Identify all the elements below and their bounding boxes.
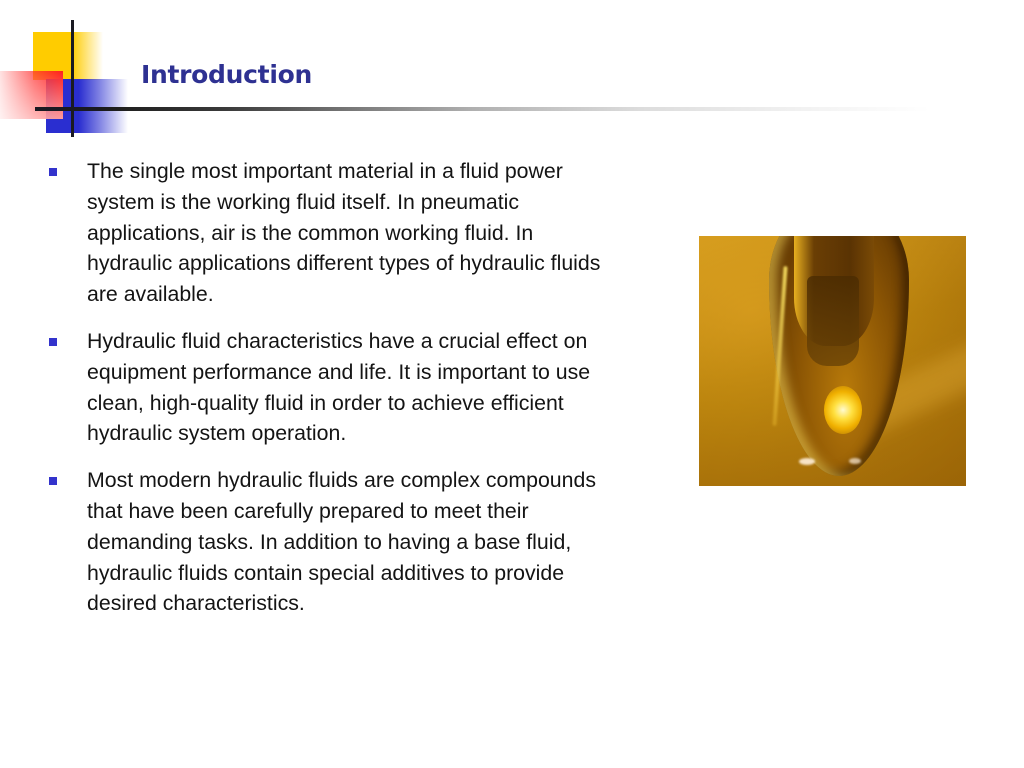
square-bullet-icon <box>49 338 57 346</box>
bullet-item <box>40 326 620 449</box>
bullet-text: Most modern hydraulic fluids are complex compounds that have been carefully prepared to meet their demanding tasks. In addition to having a base fluid, hydraulic fluids contain special additives to provide desired characteristics. <box>87 468 596 616</box>
title-underline <box>100 107 930 111</box>
light-reflection <box>824 386 862 434</box>
square-bullet-icon <box>49 168 57 176</box>
bullet-text: The single most important material in a fluid power system is the working fluid itself. In pneumatic applications, air is the common working fluid. In hydraulic applications different types of hydraulic fluids are available. <box>87 159 601 307</box>
decoration-vertical-line <box>71 20 74 137</box>
bullet-item <box>40 156 620 310</box>
bullet-text: Hydraulic fluid characteristics have a crucial effect on equipment performance and life. It is important to use clean, high-quality fluid in order to achieve efficient hydraulic system operation. <box>87 328 591 446</box>
title-decoration <box>0 0 140 140</box>
bullet-list <box>40 156 620 619</box>
bullet-item <box>40 465 620 619</box>
square-bullet-icon <box>49 477 57 485</box>
oil-drop-image <box>699 236 966 486</box>
slide-title: Introduction <box>141 60 312 89</box>
decoration-red-fade <box>0 71 63 119</box>
